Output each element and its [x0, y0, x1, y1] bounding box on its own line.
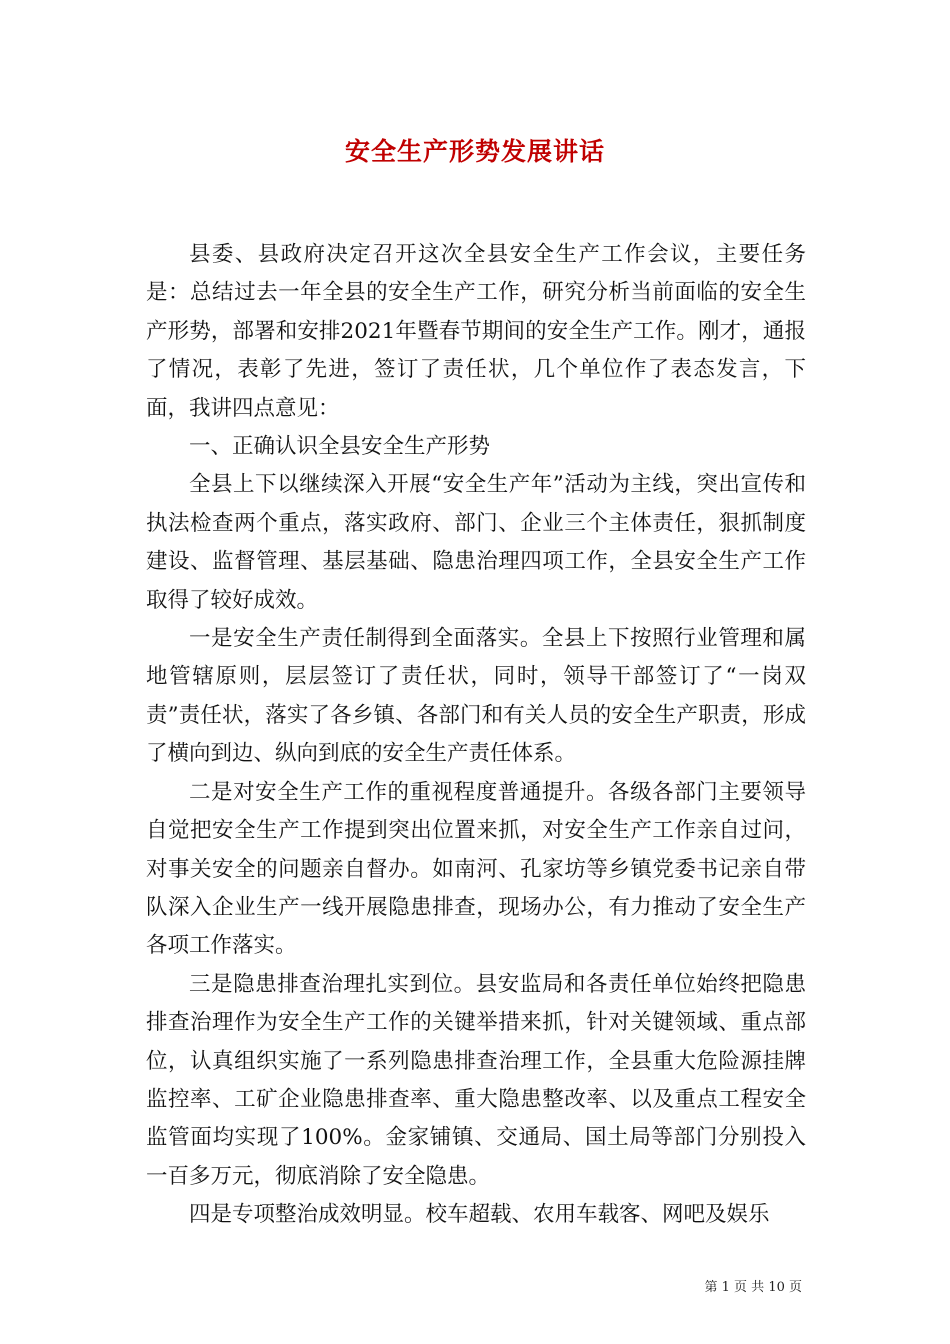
page-number: 第 1 页 共 10 页 [704, 1280, 802, 1295]
paragraph-point-3: 三是隐患排查治理扎实到位。县安监局和各责任单位始终把隐患排查治理作为安全生产工作的关键举措来抓，针对关键领域、重点部位，认真组织实施了一系列隐患排查治理工作，全县重大危险源挂牌监控率、工矿企业隐患排查率、重大隐患整改率、以及重点工程安全监管面均实现了100%。金家铺镇、交通局、国土局等部门分别投入一百多万元，彻底消除了安全隐患。 [146, 971, 806, 1189]
document-body [146, 236, 806, 1235]
paragraph-point-4: 四是专项整治成效明显。校车超载、农用车载客、网吧及娱乐 [189, 1202, 770, 1228]
section-heading-1: 一、正确认识全县安全生产形势 [189, 434, 491, 460]
paragraph-point-2: 二是对安全生产工作的重视程度普通提升。各级各部门主要领导自觉把安全生产工作提到突出位置来抓，对安全生产工作亲自过问，对事关安全的问题亲自督办。如南河、孔家坊等乡镇党委书记亲自带队深入企业生产一线开展隐患排查，现场办公，有力推动了安全生产各项工作落实。 [146, 779, 806, 959]
paragraph-overview: 全县上下以继续深入开展“安全生产年”活动为主线，突出宣传和执法检查两个重点，落实政府、部门、企业三个主体责任，狠抓制度建设、监督管理、基层基础、隐患治理四项工作，全县安全生产工作取得了较好成效。 [146, 472, 806, 613]
paragraph-intro: 县委、县政府决定召开这次全县安全生产工作会议，主要任务是：总结过去一年全县的安全生产工作，研究分析当前面临的安全生产形势，部署和安排2021年暨春节期间的安全生产工作。刚才，通报了情况，表彰了先进，签订了责任状，几个单位作了表态发言，下面，我讲四点意见： [146, 242, 806, 421]
document-title: 安全生产形势发展讲话 [344, 137, 605, 166]
paragraph-point-1: 一是安全生产责任制得到全面落实。全县上下按照行业管理和属地管辖原则，层层签订了责任状，同时，领导干部签订了“一岗双责”责任状，落实了各乡镇、各部门和有关人员的安全生产职责，形成了横向到边、纵向到底的安全生产责任体系。 [146, 626, 806, 767]
